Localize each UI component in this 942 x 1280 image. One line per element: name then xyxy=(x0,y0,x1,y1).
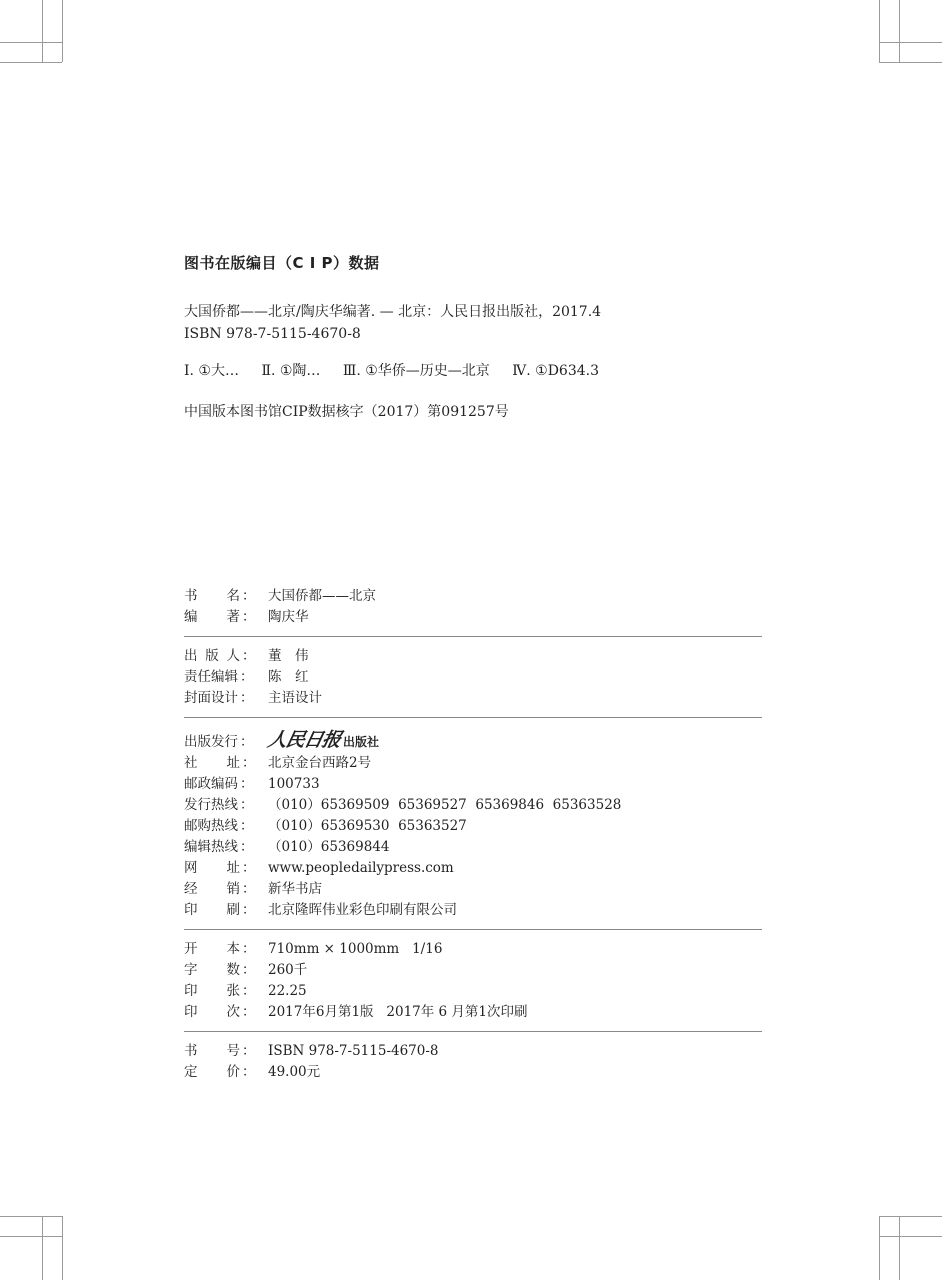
cip-class-2: Ⅱ. ①陶… xyxy=(261,363,321,379)
dealer-row: 经 销 ： 新华书店 xyxy=(184,879,762,900)
cip-verification: 中国版本图书馆CIP数据核字（2017）第091257号 xyxy=(184,404,509,420)
crop-mark xyxy=(62,1216,63,1280)
staff-group xyxy=(184,646,762,709)
sheets-row: 印 张 ： 22.25 xyxy=(184,981,762,1002)
specs-group xyxy=(184,939,762,1023)
sales-hotline: （010）65369509 65369527 65369846 65363528 xyxy=(268,797,622,813)
crop-mark xyxy=(879,0,880,62)
publisher-logo xyxy=(265,727,380,755)
printer: 北京隆晖伟业彩色印刷有限公司 xyxy=(268,902,457,918)
dealer: 新华书店 xyxy=(268,881,322,897)
crop-mark xyxy=(899,0,900,62)
book-title: 大国侨都——北京 xyxy=(268,588,376,604)
printed-sheets: 22.25 xyxy=(268,983,307,999)
cip-classification xyxy=(184,360,804,382)
editorial-hotline: （010）65369844 xyxy=(268,839,390,855)
cip-class-1: Ⅰ. ①大… xyxy=(184,363,239,379)
cip-class-4: Ⅳ. ①D634.3 xyxy=(512,363,600,379)
book-group xyxy=(184,586,762,628)
crop-mark xyxy=(0,1216,62,1217)
postcode: 100733 xyxy=(268,776,320,792)
mail-order-row: 邮购热线 ： （010）65369530 65363527 xyxy=(184,816,762,837)
cip-class-3: Ⅲ. ①华侨—历史—北京 xyxy=(342,363,490,379)
publisher-name: 董 伟 xyxy=(268,648,309,664)
cip-isbn: ISBN 978-7-5115-4670-8 xyxy=(184,326,361,342)
book-format: 710mm × 1000mm 1/16 xyxy=(268,941,443,957)
cover-designer: 主语设计 xyxy=(268,690,322,706)
cip-block xyxy=(184,252,804,423)
postcode-row: 邮政编码 ： 100733 xyxy=(184,774,762,795)
crop-mark xyxy=(0,42,62,43)
divider xyxy=(184,636,762,637)
price-row: 定 价 ： 49.00元 xyxy=(184,1062,762,1083)
cip-record: 大国侨都——北京/陶庆华编著. — 北京：人民日报出版社，2017.4 xyxy=(184,304,602,320)
address-row: 社 址 ： 北京金台西路2号 xyxy=(184,753,762,774)
title-row: 书 名 ： 大国侨都——北京 xyxy=(184,586,762,607)
edition: 2017年6月第1版 2017年 6 月第1次印刷 xyxy=(268,1004,528,1020)
sales-hotline-row: 发行热线 ： （010）65369509 65369527 65369846 65363528 xyxy=(184,795,762,816)
word-count-row: 字 数 ： 260千 xyxy=(184,960,762,981)
website: www.peopledailypress.com xyxy=(268,860,454,876)
crop-mark xyxy=(42,0,43,62)
distribution-group xyxy=(184,727,762,921)
imprint-block xyxy=(184,586,762,1083)
printer-row: 印 刷 ： 北京隆晖伟业彩色印刷有限公司 xyxy=(184,900,762,921)
issuer-row: 出版发行 ： 人民日报 出版社 xyxy=(184,727,762,753)
crop-mark xyxy=(0,62,62,63)
website-row: 网 址 ： www.peopledailypress.com xyxy=(184,858,762,879)
crop-mark xyxy=(879,1236,942,1237)
publisher-logo-script: 人民日报 xyxy=(265,729,343,751)
isbn-number: ISBN 978-7-5115-4670-8 xyxy=(268,1043,439,1059)
author-row: 编 著 ： 陶庆华 xyxy=(184,607,762,628)
crop-mark xyxy=(879,42,942,43)
cover-design-row: 封面设计 ： 主语设计 xyxy=(184,688,762,709)
word-count: 260千 xyxy=(268,962,308,978)
book-author: 陶庆华 xyxy=(268,609,309,625)
editor-row: 责任编辑 ： 陈 红 xyxy=(184,667,762,688)
crop-mark xyxy=(42,1216,43,1280)
address: 北京金台西路2号 xyxy=(268,755,372,771)
price: 49.00元 xyxy=(268,1064,321,1080)
divider xyxy=(184,717,762,718)
crop-mark xyxy=(879,62,942,63)
crop-mark xyxy=(879,1216,942,1217)
divider xyxy=(184,1031,762,1032)
editorial-row: 编辑热线 ： （010）65369844 xyxy=(184,837,762,858)
cip-heading: 图书在版编目（C I P）数据 xyxy=(184,254,380,272)
mail-order-hotline: （010）65369530 65363527 xyxy=(268,818,467,834)
publisher-logo-suffix: 出版社 xyxy=(343,735,380,749)
editor-name: 陈 红 xyxy=(268,669,309,685)
crop-mark xyxy=(879,1216,880,1280)
crop-mark xyxy=(899,1216,900,1280)
pricing-group xyxy=(184,1041,762,1083)
publisher-row: 出 版 人 ： 董 伟 xyxy=(184,646,762,667)
divider xyxy=(184,929,762,930)
format-row: 开 本 ： 710mm × 1000mm 1/16 xyxy=(184,939,762,960)
edition-row: 印 次 ： 2017年6月第1版 2017年 6 月第1次印刷 xyxy=(184,1002,762,1023)
crop-mark xyxy=(0,1236,62,1237)
crop-mark xyxy=(62,0,63,62)
isbn-row: 书 号 ： ISBN 978-7-5115-4670-8 xyxy=(184,1041,762,1062)
